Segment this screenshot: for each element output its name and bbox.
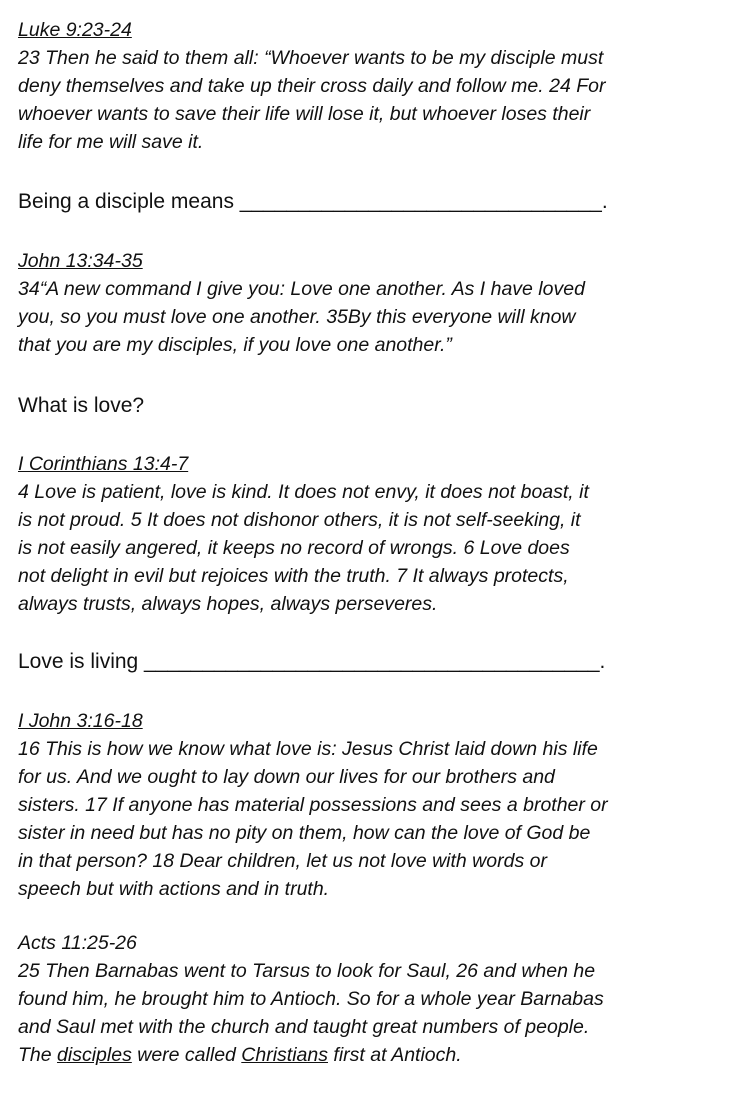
verse-line: whoever wants to save their life will lose it, but whoever loses their	[18, 103, 591, 125]
underlined-word-disciples: disciples	[57, 1044, 132, 1066]
scripture-reference: John 13:34-35	[18, 250, 143, 272]
passage-john	[18, 247, 585, 359]
text-segment: were called	[131, 1044, 242, 1066]
scripture-reference: Luke 9:23-24	[18, 19, 132, 41]
verse-line: that you are my disciples, if you love one another.”	[18, 334, 452, 356]
verse-line: 4 Love is patient, love is kind. It does not envy, it does not boast, it	[18, 481, 589, 503]
verse-line: you, so you must love one another. 35By this everyone will know	[18, 306, 576, 328]
verse-line: life for me will save it.	[18, 131, 204, 153]
scripture-reference: I Corinthians 13:4-7	[18, 453, 189, 475]
text-segment: first at Antioch.	[328, 1044, 462, 1066]
verse-line: is not easily angered, it keeps no record of wrongs. 6 Love does	[18, 537, 570, 559]
verse-line: 23 Then he said to them all: “Whoever wants to be my disciple must	[18, 47, 604, 69]
verse-line: 16 This is how we know what love is: Jesus Christ laid down his life	[18, 738, 598, 760]
verse-line: 25 Then Barnabas went to Tarsus to look for Saul, 26 and when he	[18, 960, 596, 982]
verse-line: sister in need but has no pity on them, how can the love of God be	[18, 822, 591, 844]
verse-line: 34“A new command I give you: Love one another. As I have loved	[18, 278, 585, 300]
prompt-what-is-love: What is love?	[18, 394, 145, 417]
verse-line	[18, 1041, 604, 1069]
prompt-disciple: Being a disciple means _______________________________.	[18, 190, 608, 213]
verse-line: found him, he brought him to Antioch. So for a whole year Barnabas	[18, 988, 604, 1010]
prompt-love-is-living: Love is living _______________________________________.	[18, 650, 606, 673]
verse-line: not delight in evil but rejoices with the truth. 7 It always protects,	[18, 565, 569, 587]
verse-line: for us. And we ought to lay down our lives for our brothers and	[18, 766, 555, 788]
verse-line: and Saul met with the church and taught great numbers of people.	[18, 1016, 590, 1038]
passage-corinthians	[18, 450, 589, 618]
verse-line: sisters. 17 If anyone has material possessions and sees a brother or	[18, 794, 608, 816]
passage-luke	[18, 16, 605, 156]
verse-line: speech but with actions and in truth.	[18, 878, 330, 900]
verse-line: is not proud. 5 It does not dishonor others, it is not self-seeking, it	[18, 509, 581, 531]
passage-acts	[18, 929, 604, 1069]
text-segment: The	[18, 1044, 58, 1066]
scripture-reference: I John 3:16-18	[18, 710, 143, 732]
verse-line: deny themselves and take up their cross daily and follow me. 24 For	[18, 75, 606, 97]
verse-line: in that person? 18 Dear children, let us not love with words or	[18, 850, 547, 872]
scripture-reference: Acts 11:25-26	[18, 932, 137, 954]
passage-1-john	[18, 707, 608, 903]
underlined-word-christians: Christians	[241, 1044, 328, 1066]
verse-line: always trusts, always hopes, always perseveres.	[18, 593, 438, 615]
